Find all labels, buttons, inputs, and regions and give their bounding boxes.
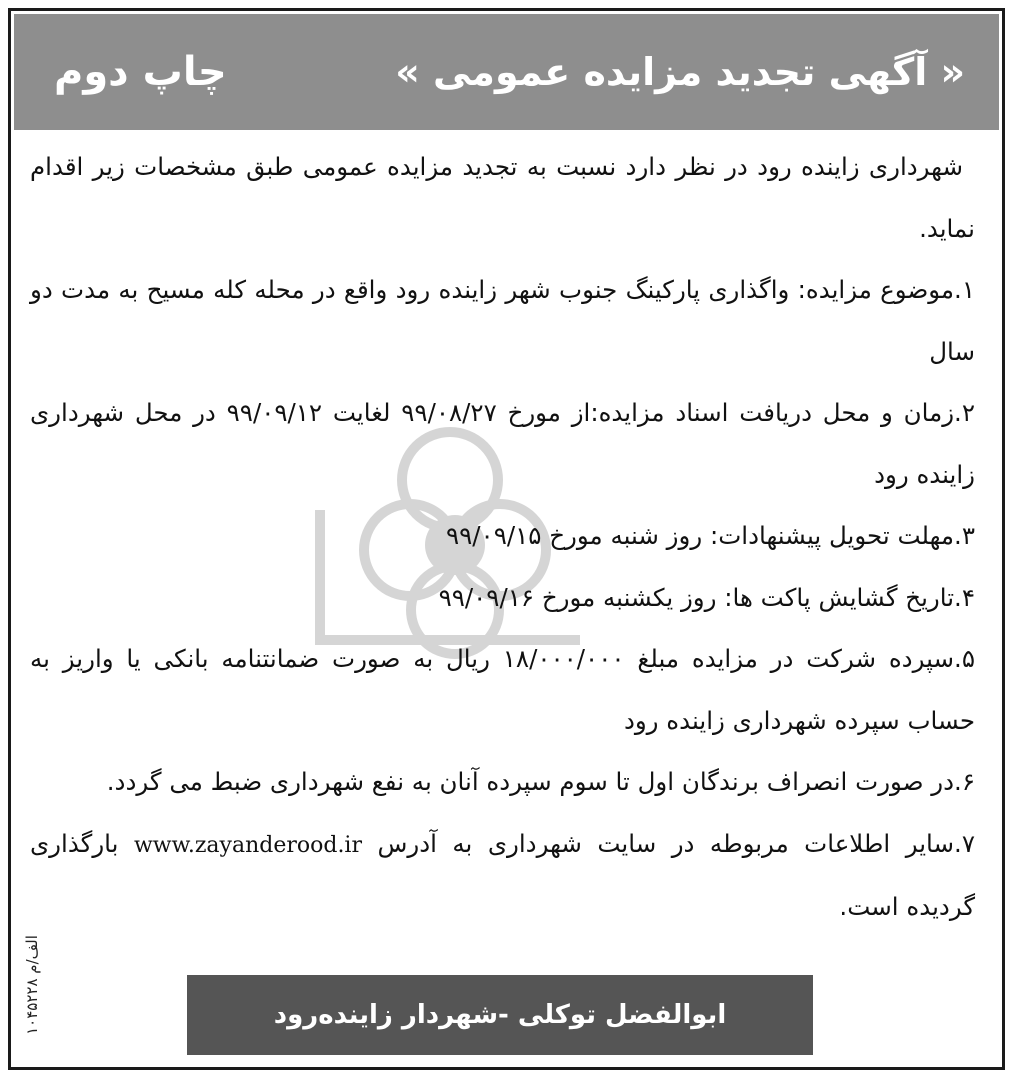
item7-text-after: بارگذاری گردیده است. [30,828,975,921]
publication-code-text: الف/م ۱۰۴۵۲۲۸ [23,935,41,1035]
notice-item: ۶.در صورت انصراف برندگان اول تا سوم سپرده آنان به نفع شهرداری ضبط می گردد. [106,767,975,796]
notice-body [30,136,975,938]
notice-item: ۵.سپرده شرکت در مزایده مبلغ ۱۸/۰۰۰/۰۰۰ ریال به صورت ضمانتنامه بانکی یا واریز به حساب سپرده شهرداری زاینده رود [30,644,975,735]
notice-item: ۱.موضوع مزایده: واگذاری پارکینگ جنوب شهر زاینده رود واقع در محله کله مسیح به مدت دو سال [30,275,975,366]
intro-paragraph: شهرداری زاینده رود در نظر دارد نسبت به تجدید مزایده عمومی طبق مشخصات زیر اقدام نماید. [30,152,975,243]
notice-item: ۲.زمان و محل دریافت اسناد مزایده:از مورخ ۹۹/۰۸/۲۷ لغایت ۹۹/۰۹/۱۲ در محل شهرداری زاینده رود [30,398,976,489]
notice-item-website [30,813,975,938]
notice-header [14,14,999,130]
edition-label: چاپ دوم [54,49,227,95]
website-url: www.zayanderood.ir [133,832,362,858]
item7-text-before: ۷.سایر اطلاعات مربوطه در سایت شهرداری به آدرس [377,828,975,858]
notice-title: « آگهی تجدید مزایده عمومی » [395,50,965,94]
notice-item: ۴.تاریخ گشایش پاکت ها: روز یکشنبه مورخ ۹۹/۰۹/۱۶ [438,582,975,612]
publication-code [12,905,52,1065]
notice-item: ۳.مهلت تحویل پیشنهادات: روز شنبه مورخ ۹۹/۰۹/۱۵ [445,521,975,550]
signature-text: ابوالفضل توکلی -شهردار زاینده‌رود [273,1000,727,1030]
signature-box [187,975,813,1055]
